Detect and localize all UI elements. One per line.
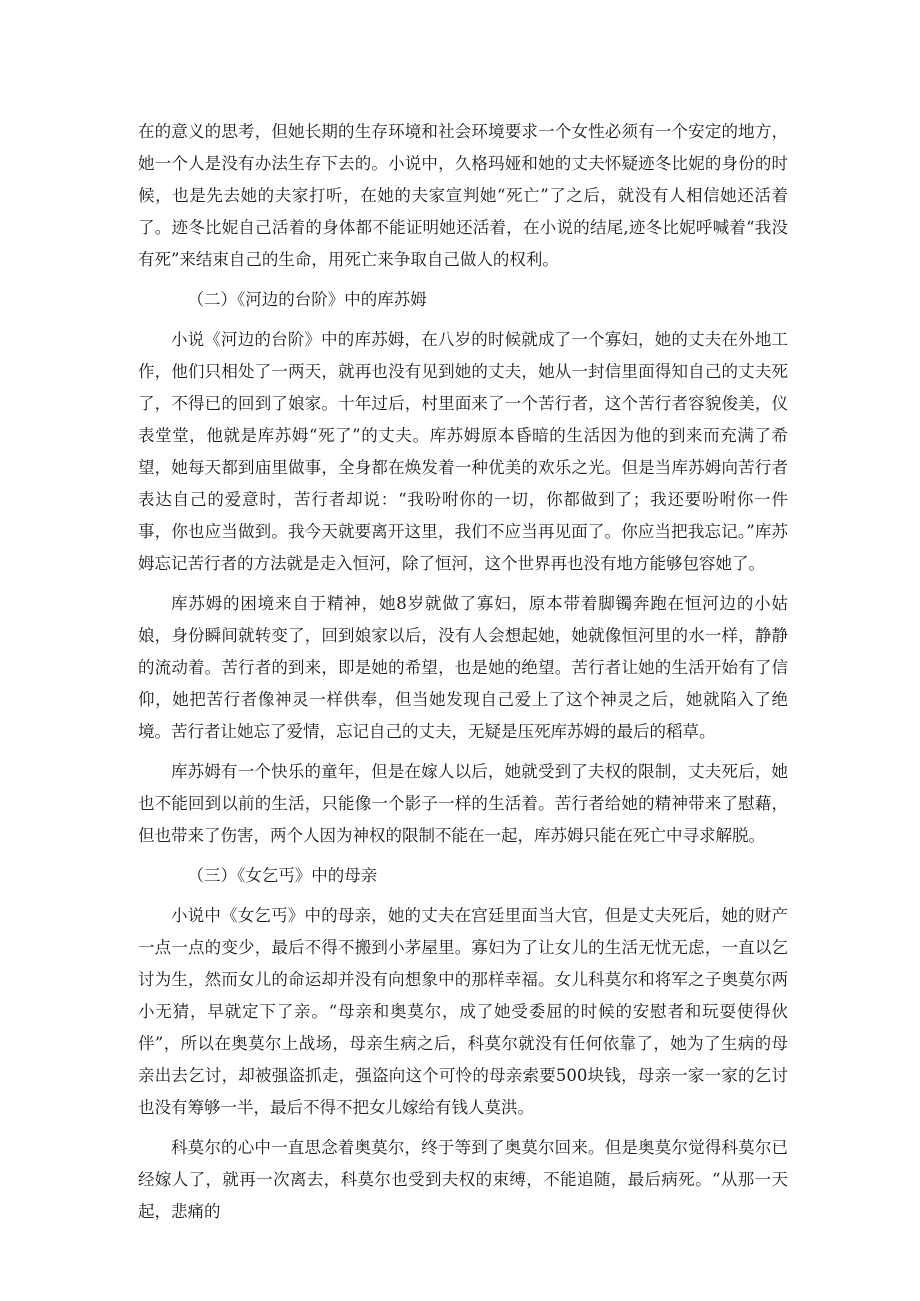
section-heading-2: （二）《河边的台阶》中的库苏姆 bbox=[187, 290, 427, 309]
paragraph: 科莫尔的心中一直思念着奥莫尔，终于等到了奥莫尔回来。但是奥莫尔觉得科莫尔已经嫁人了，就再一次离去，科莫尔也受到夫权的束缚，不能追随，最后病死。“从那一天起，悲痛的 bbox=[138, 1138, 788, 1221]
document-body bbox=[138, 116, 788, 1236]
paragraph: 库苏姆有一个快乐的童年，但是在嫁人以后，她就受到了夫权的限制，丈夫死后，她也不能回到以前的生活，只能像一个影子一样的生活着。苦行者给她的精神带来了慰藉，但也带来了伤害，两个人因为神权的限制不能在一起，库苏姆只能在死亡中寻求解脱。 bbox=[138, 762, 788, 845]
paragraph: 库苏姆的困境来自于精神，她8岁就做了寡妇，原本带着脚镯奔跑在恒河边的小姑娘，身份瞬间就转变了，回到娘家以后，没有人会想起她，她就像恒河里的水一样，静静的流动着。苦行者的到来，即是她的希望，也是她的绝望。苦行者让她的生活开始有了信仰，她把苦行者像神灵一样供奉，但当她发现自己爱上了这个神灵之后，她就陷入了绝境。苦行者让她忘了爱情，忘记自己的丈夫，无疑是压死库苏姆的最后的稻草。 bbox=[138, 594, 788, 741]
paragraph: 小说《河边的台阶》中的库苏姆，在八岁的时候就成了一个寡妇，她的丈夫在外地工作，他们只相处了一两天，就再也没有见到她的丈夫，她从一封信里面得知自己的丈夫死了，不得已的回到了娘家。十年过后，村里面来了一个苦行者，这个苦行者容貌俊美，仪表堂堂，他就是库苏姆“死了”的丈夫。库苏姆原本昏暗的生活因为他的到来而充满了希望，她每天都到庙里做事，全身都在焕发着一种优美的欢乐之光。但是当库苏姆向苦行者表达自己的爱意时，苦行者却说：“我吩咐你的一切，你都做到了；我还要吩咐你一件事，你也应当做到。我今天就要离开这里，我们不应当再见面了。你应当把我忘记。”库苏姆忘记苦行者的方法就是走入恒河，除了恒河，这个世界再也没有地方能够包容她了。 bbox=[138, 330, 788, 573]
section-heading-3: （三）《女乞丐》中的母亲 bbox=[187, 866, 378, 885]
paragraph: 小说中《女乞丐》中的母亲，她的丈夫在宫廷里面当大官，但是丈夫死后，她的财产一点一点的变少，最后不得不搬到小茅屋里。寡妇为了让女儿的生活无忧无虑，一直以乞讨为生，然而女儿的命运却并没有向想象中的那样幸福。女儿科莫尔和将军之子奥莫尔两小无猜，早就定下了亲。“母亲和奥莫尔，成了她受委屈的时候的安慰者和玩耍使得伙伴”，所以在奥莫尔上战场，母亲生病之后，科莫尔就没有任何依靠了，她为了生病的母亲出去乞讨，却被强盗抓走，强盗向这个可怜的母亲索要500块钱，母亲一家一家的乞讨也没有筹够一半，最后不得不把女儿嫁给有钱人莫洪。 bbox=[138, 906, 788, 1117]
paragraph-continued: 在的意义的思考，但她长期的生存环境和社会环境要求一个女性必须有一个安定的地方，她一个人是没有办法生存下去的。小说中，久格玛娅和她的丈夫怀疑迹冬比妮的身份的时候，也是先去她的夫家打听，在她的夫家宣判她“死亡”了之后，就没有人相信她还活着了。迹冬比妮自己活着的身体都不能证明她还活着，在小说的结尾,迹冬比妮呼喊着“我没有死”来结束自己的生命，用死亡来争取自己做人的权利。 bbox=[138, 122, 788, 269]
